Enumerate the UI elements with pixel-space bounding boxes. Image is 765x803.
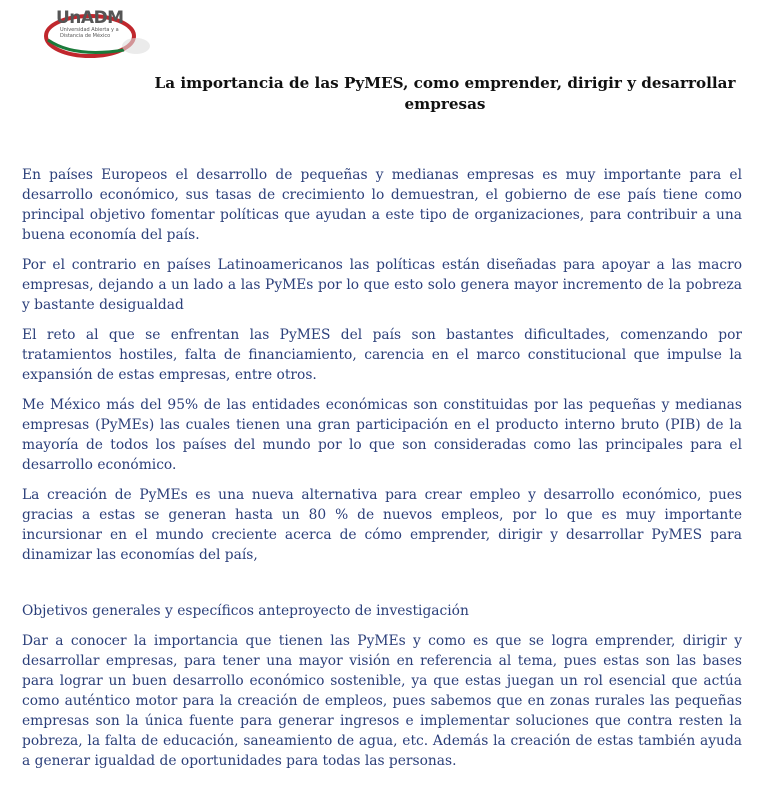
logo-wordmark: UnADM xyxy=(56,8,124,28)
section-paragraph: Dar a conocer la importancia que tienen las PyMEs y como es que se logra emprender, dirigir y desarrollar empresas, para tener una mayor visión en referencia al tema, pues estas son las bases para lograr un buen desarrollo económico sostenible, ya que estas juegan un rol esencial que actúa como auténtico motor para la creación de empleos, pues sabemos que en zonas rurales las pequeñas empresas son la única fuente para generar ingresos e implementar soluciones que contra resten la pobreza, la falta de educación, saneamiento de agua, etc. Además la creación de estas también ayuda a generar igualdad de oportunidades para todas las personas. xyxy=(22,633,742,769)
paragraph: La creación de PyMEs es una nueva alternativa para crear empleo y desarrollo económico, pues gracias a estas se generan hasta un 80 % de nuevos empleos, por lo que es muy importante incursionar en el mundo creciente acerca de cómo emprender, dirigir y desarrollar PyMES para dinamizar las economías del país, xyxy=(22,487,742,563)
document-body xyxy=(22,165,742,781)
unadm-logo xyxy=(44,6,154,60)
section-heading: Objetivos generales y específicos anteproyecto de investigación xyxy=(22,603,469,619)
paragraph: El reto al que se enfrentan las PyMES del país son bastantes dificultades, comenzando por tratamientos hostiles, falta de financiamiento, carencia en el marco constitucional que impulse la expansión de estas empresas, entre otros. xyxy=(22,327,742,383)
paragraph: Por el contrario en países Latinoamericanos las políticas están diseñadas para apoyar a las macro empresas, dejando a un lado a las PyMEs por lo que esto solo genera mayor incremento de la pobreza y bastante desigualdad xyxy=(22,257,742,313)
paragraph: Me México más del 95% de las entidades económicas son constituidas por las pequeñas y medianas empresas (PyMEs) las cuales tienen una gran participación en el producto interno bruto (PIB) de la mayoría de todos los países del mundo por lo que son consideradas como las principales para el desarrollo económico. xyxy=(22,397,742,473)
logo-subtitle: Universidad Abierta y a Distancia de México xyxy=(60,27,119,39)
document-title: La importancia de las PyMES, como emprender, dirigir y desarrollar empresas xyxy=(154,74,736,113)
paragraph: En países Europeos el desarrollo de pequeñas y medianas empresas es muy importante para el desarrollo económico, sus tasas de crecimiento lo demuestran, el gobierno de ese país tiene como principal objetivo fomentar políticas que ayudan a este tipo de organizaciones, para contribuir a una buena economía del país. xyxy=(22,167,742,243)
